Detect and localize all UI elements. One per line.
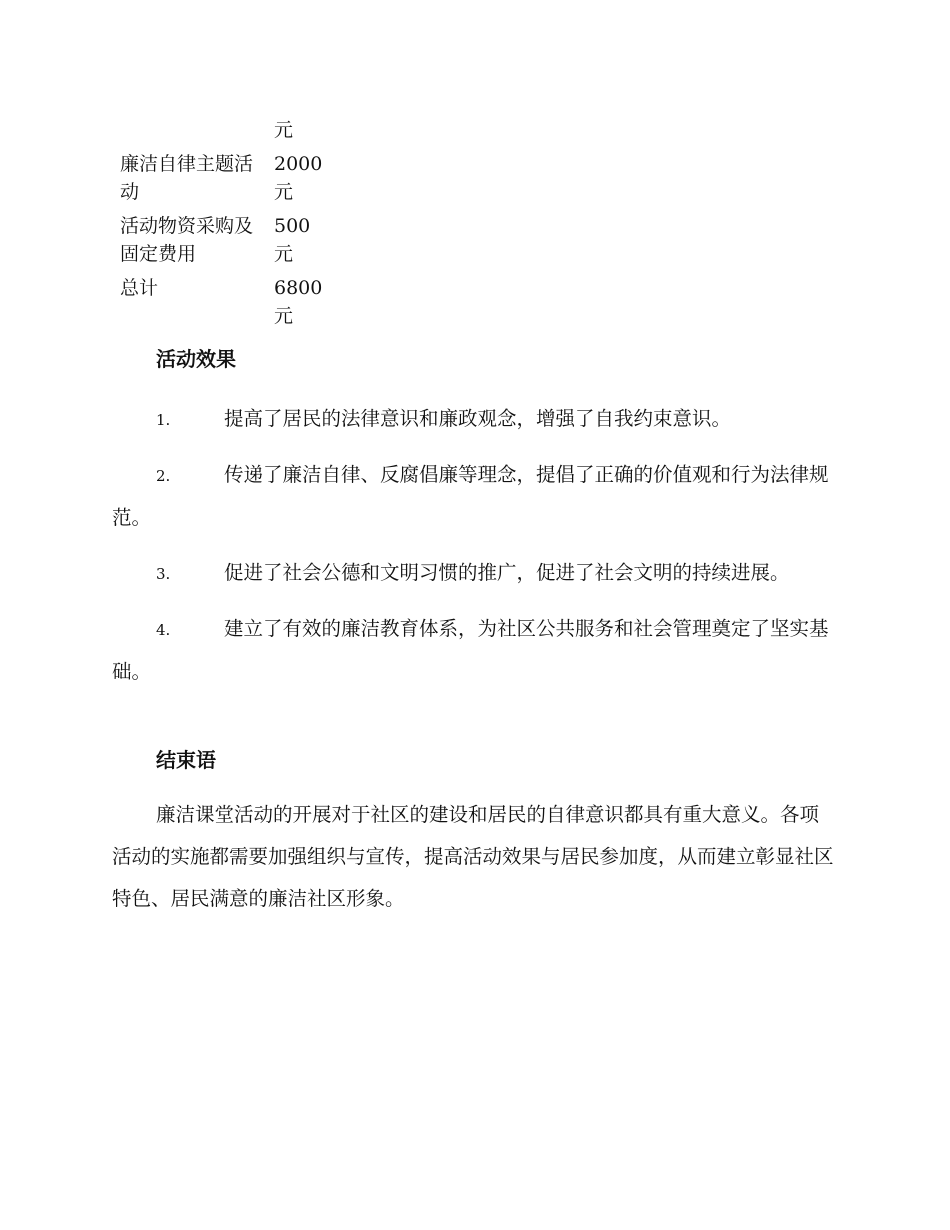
budget-unit: 元 — [274, 119, 294, 141]
table-row — [112, 212, 330, 274]
budget-unit: 元 — [274, 181, 294, 203]
list-item-text: 传递了廉洁自律、反腐倡廉等理念，提倡了正确的价值观和行为法律规范。 — [112, 463, 829, 529]
list-item-text: 促进了社会公德和文明习惯的推广，促进了社会文明的持续进展。 — [224, 561, 790, 584]
budget-table — [112, 116, 330, 336]
budget-amount: 2000 — [274, 153, 323, 175]
budget-item-cell — [112, 116, 272, 150]
list-item-number: 3. — [156, 565, 171, 583]
table-row — [112, 150, 330, 212]
budget-item-cell — [112, 150, 272, 212]
table-row — [112, 274, 330, 336]
list-item-text: 提高了居民的法律意识和廉政观念，增强了自我约束意识。 — [224, 407, 732, 430]
budget-item: 总计 — [120, 277, 159, 299]
budget-item: 廉洁自律主题活动 — [120, 153, 254, 203]
budget-item-cell — [112, 274, 272, 336]
list-item-text: 建立了有效的廉洁教育体系，为社区公共服务和社会管理奠定了坚实基础。 — [112, 617, 829, 683]
budget-item: 活动物资采购及固定费用 — [120, 215, 254, 265]
budget-item-cell — [112, 212, 272, 274]
closing-paragraph: 廉洁课堂活动的开展对于社区的建设和居民的自律意识都具有重大意义。各项活动的实施都需要加强组织与宣传，提高活动效果与居民参加度，从而建立彰显社区特色、居民满意的廉洁社区形象。 — [112, 803, 834, 910]
list-item-number: 2. — [156, 467, 171, 485]
effects-list — [112, 398, 838, 706]
budget-unit: 元 — [274, 243, 294, 265]
table-row — [112, 116, 330, 150]
list-item — [112, 454, 838, 539]
closing-heading: 结束语 — [156, 748, 216, 772]
budget-amount-cell — [272, 150, 330, 212]
budget-amount: 500 — [274, 215, 311, 237]
budget-amount: 6800 — [274, 277, 323, 299]
list-item — [112, 552, 838, 595]
budget-amount-cell — [272, 116, 330, 150]
list-item — [112, 608, 838, 693]
list-item — [112, 398, 838, 441]
effects-heading: 活动效果 — [156, 347, 236, 371]
budget-amount-cell — [272, 274, 330, 336]
list-item-number: 4. — [156, 621, 171, 639]
list-item-number: 1. — [156, 411, 171, 429]
budget-amount-cell — [272, 212, 330, 274]
budget-unit: 元 — [274, 305, 294, 327]
